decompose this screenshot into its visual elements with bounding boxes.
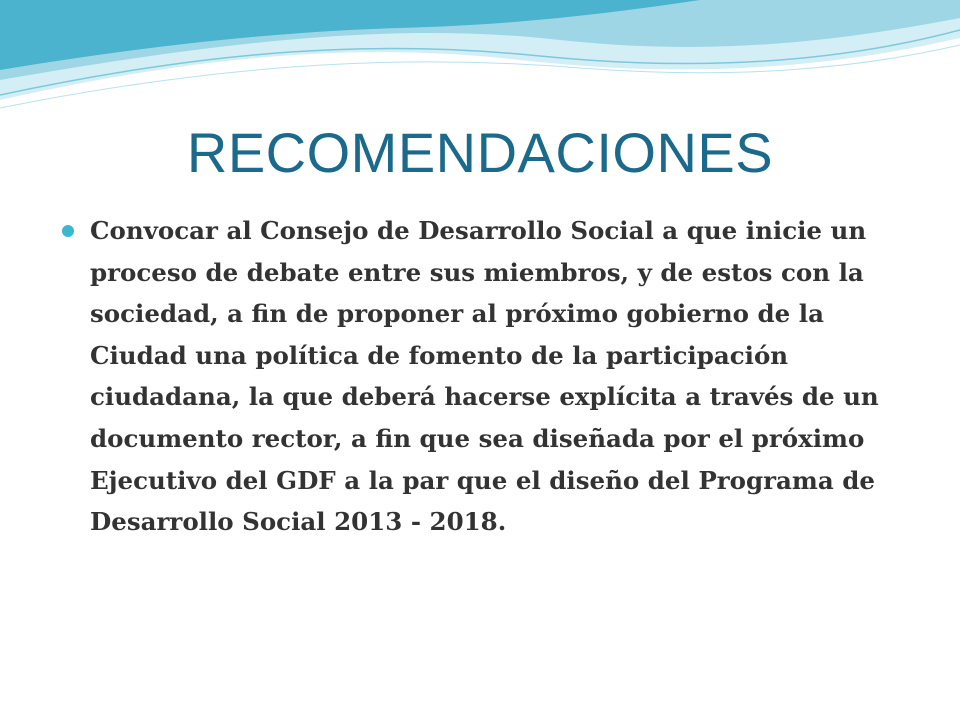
bullet-list (62, 210, 922, 543)
bullet-dot-icon (62, 225, 74, 237)
slide-title: RECOMENDACIONES (186, 121, 774, 184)
top-wave-decoration (0, 0, 960, 120)
bullet-text: Convocar al Consejo de Desarrollo Social a que inicie un proceso de debate entre sus miembros, y de estos con la sociedad, a fin de proponer al próximo gobierno de la Ciudad una política de fomento de la participación ciudadana, la que deberá hacerse explícita a través de un documento rector, a fin que sea diseñada por el próximo Ejecutivo del GDF a la par que el diseño del Programa de Desarrollo Social 2013 - 2018. (90, 216, 879, 537)
bullet-item (62, 210, 922, 543)
